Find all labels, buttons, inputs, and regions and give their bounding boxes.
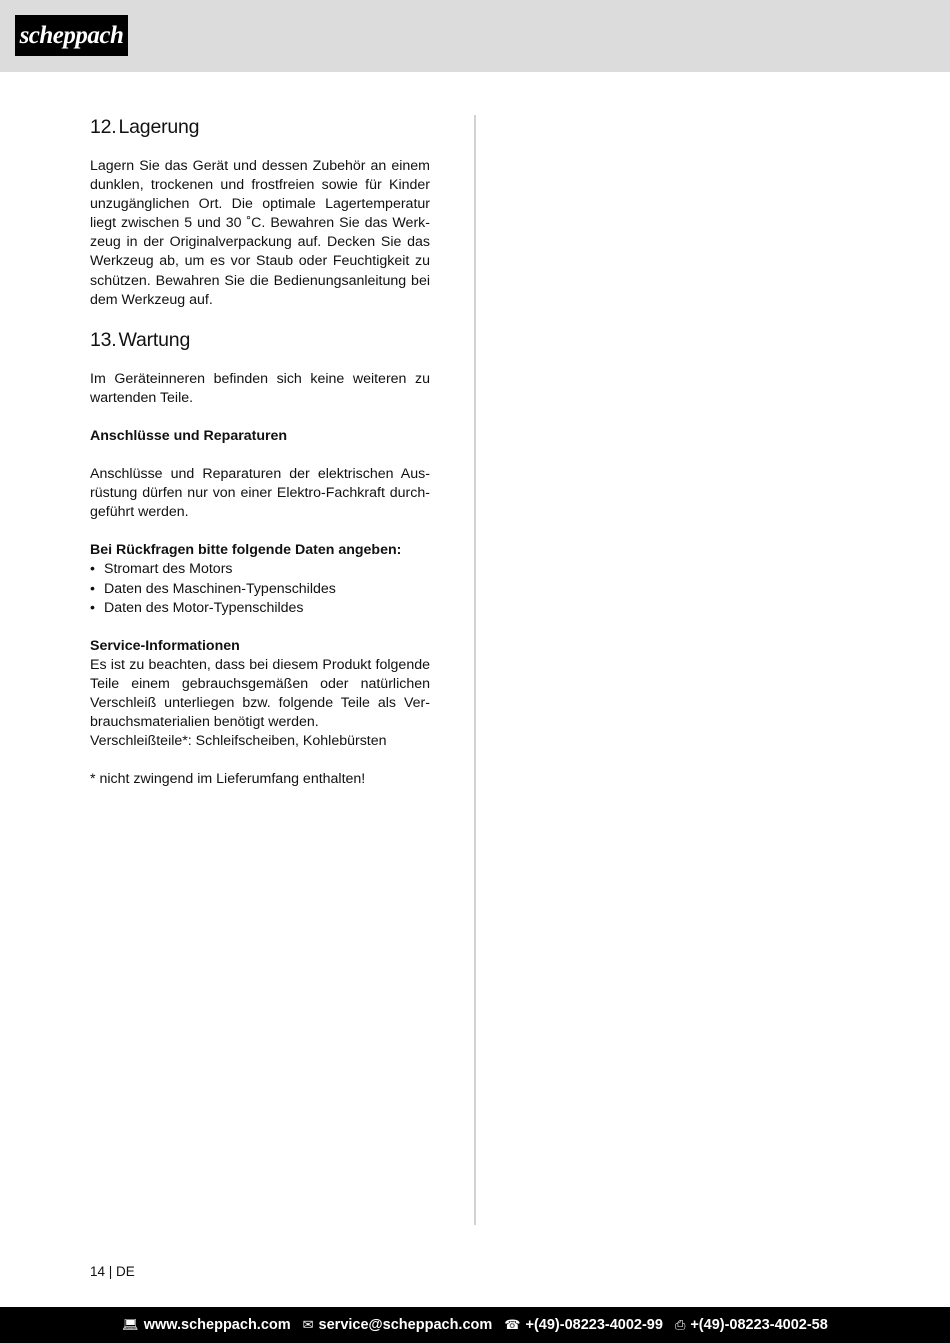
section-12-heading [90,113,430,141]
phone-number[interactable]: +(49)-08223-4002-99 [525,1317,663,1333]
website-link[interactable]: www.scheppach.com [143,1317,291,1333]
email-link[interactable]: service@scheppach.com [318,1317,493,1333]
footer-website[interactable] [122,1317,290,1333]
footer-email[interactable] [303,1317,493,1333]
envelope-icon: ✉︎ [302,1317,314,1332]
section-12-title: Lagerung [118,116,200,138]
queries-heading: Bei Rückfragen bitte folgende Daten angeben: [90,542,402,559]
service-heading: Service-Informationen [90,637,240,654]
section-13-title: Wartung [118,328,191,351]
section-12-number: 12. [90,116,117,138]
section-13-heading [90,326,430,354]
phone-icon: ☎︎ [504,1317,521,1332]
list-item: • Stromart des Motors [90,560,430,579]
header-bar [0,0,950,72]
list-item: • Daten des Maschinen-Typenschildes [90,580,430,599]
list-item: • Daten des Motor-Typenschildes [90,599,430,618]
connections-body: Anschlüsse und Reparaturen der elektrischen Ausrüstung dürfen nur von einer Elektro-Fachkraft durchgeführt werden. [90,466,430,521]
service-body: Es ist zu beachten, dass bei diesem Produkt folgende Teile einem gebrauchsgemäßen oder natürlichen Verschleiß unterliegen bzw. folgende Teile als Verbrauchsmaterialien benötigt werden. [90,656,430,731]
main-column [90,113,430,789]
section-12-body: Lagern Sie das Gerät und dessen Zubehör an einem dunklen, trockenen und frostfreien sowie für Kinder unzugänglichen Ort. Die optimale Lagertemperatur liegt zwischen 5 und 30 ˚C. Bewahren Sie das Werkzeug in der Originalverpackung auf. Decken Sie das Werkzeug ab, um es vor Staub oder Feuchtigkeit zu schützen. Bewahren Sie die Bedienungsanleitung bei dem Werkzeug auf. [90,158,430,308]
queries-list [90,560,430,617]
fax-icon: ⎙ [674,1317,686,1332]
footer-phone[interactable] [504,1317,663,1333]
footnote: * nicht zwingend im Lieferumfang enthalten! [90,771,366,788]
computer-icon: 💻︎ [122,1317,139,1332]
wear-parts: Verschleißteile*: Schleifscheiben, Kohlebürsten [90,733,387,750]
scheppach-logo: scheppach [15,15,128,56]
fax-number: +(49)-08223-4002-58 [690,1317,828,1333]
footer-bar [0,1307,950,1343]
page-number: 14 | DE [90,1264,135,1279]
column-divider [474,115,476,1225]
section-13-number: 13. [90,328,117,351]
footer-fax [675,1317,828,1333]
section-13-body: Im Geräteinneren befinden sich keine weiteren zu wartenden Teile. [90,370,430,406]
connections-heading: Anschlüsse und Reparaturen [90,427,288,444]
